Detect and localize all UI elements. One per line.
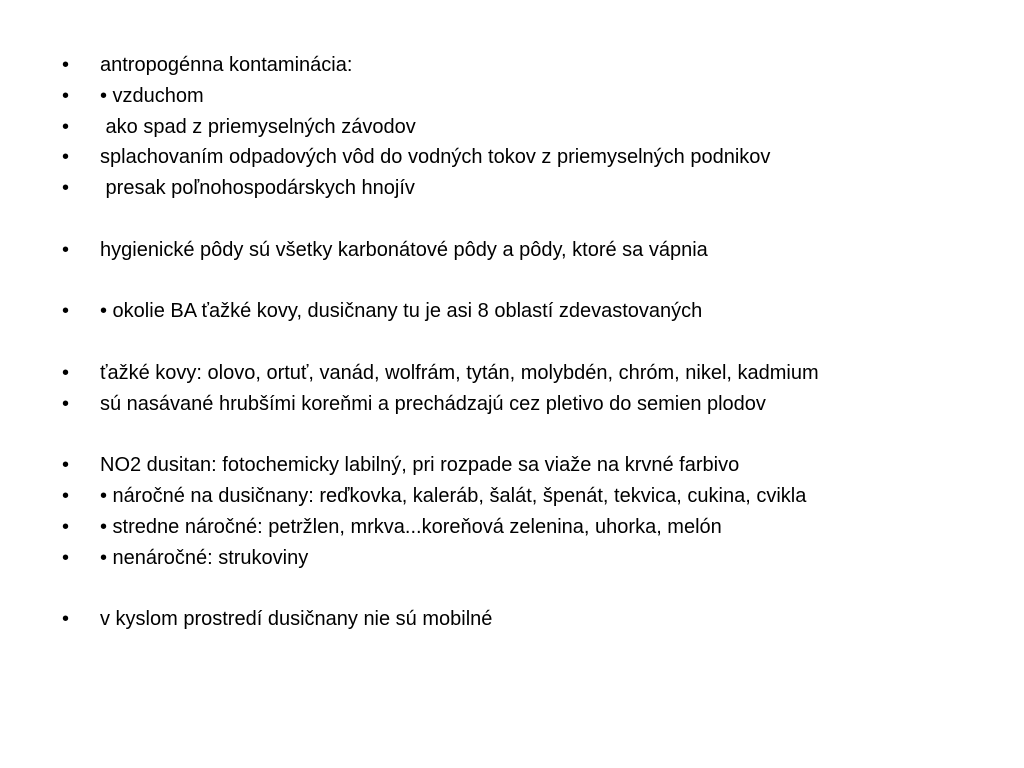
bullet-text: splachovaním odpadových vôd do vodných tokov z priemyselných podnikov <box>100 146 771 169</box>
bullet-text: • stredne náročné: petržlen, mrkva...koreňová zelenina, uhorka, melón <box>100 515 722 538</box>
bullet-dot: • <box>62 454 70 477</box>
bullet-text: v kyslom prostredí dusičnany nie sú mobilné <box>100 608 493 631</box>
bullet-dot: • <box>62 146 70 169</box>
bullet-dot: • <box>62 392 70 415</box>
bullet-text: antropogénna kontaminácia: <box>100 54 353 76</box>
bullet-dot: • <box>62 485 70 508</box>
bullet-text: ako spad z priemyselných závodov <box>100 115 416 138</box>
bullet-dot: • <box>62 546 70 569</box>
bullet-item <box>62 389 1012 420</box>
bullet-dot: • <box>62 177 70 200</box>
bullet-text: sú nasávané hrubšími koreňmi a prechádzajú cez pletivo do semien plodov <box>100 392 766 415</box>
bullet-dot: • <box>62 238 70 261</box>
bullet-item <box>62 604 1012 635</box>
bullet-item <box>62 112 1012 143</box>
bullet-dot: • <box>62 361 70 384</box>
bullet-item <box>62 142 1012 173</box>
bullet-text: • nenáročné: strukoviny <box>100 546 309 569</box>
bullet-item <box>62 358 1012 389</box>
bullet-text: • okolie BA ťažké kovy, dusičnany tu je asi 8 oblastí zdevastovaných <box>100 300 703 323</box>
bullet-item <box>62 50 1012 81</box>
bullet-dot: • <box>62 608 70 631</box>
bullet-item <box>62 173 1012 204</box>
bullet-item <box>62 450 1012 481</box>
bullet-text: NO2 dusitan: fotochemicky labilný, pri rozpade sa viaže na krvné farbivo <box>100 454 740 477</box>
bullet-item <box>62 235 1012 266</box>
bullet-text: • náročné na dusičnany: reďkovka, kaleráb, šalát, špenát, tekvica, cukina, cvikla <box>100 485 807 508</box>
bullet-item <box>62 296 1012 327</box>
bullet-dot: • <box>62 300 70 323</box>
bullet-item <box>62 81 1012 112</box>
bullet-dot: • <box>62 515 70 538</box>
bullet-text: • vzduchom <box>100 84 204 107</box>
bullet-dot: • <box>62 84 70 107</box>
bullet-dot: • <box>62 54 70 76</box>
bullet-item <box>62 543 1012 574</box>
bullet-dot: • <box>62 115 70 138</box>
bullet-list <box>62 50 1012 635</box>
bullet-text: presak poľnohospodárskych hnojív <box>100 177 415 200</box>
bullet-text: ťažké kovy: olovo, ortuť, vanád, wolfrám, tytán, molybdén, chróm, nikel, kadmium <box>100 361 819 384</box>
bullet-text: hygienické pôdy sú všetky karbonátové pôdy a pôdy, ktoré sa vápnia <box>100 238 708 261</box>
bullet-item <box>62 481 1012 512</box>
bullet-item <box>62 512 1012 543</box>
